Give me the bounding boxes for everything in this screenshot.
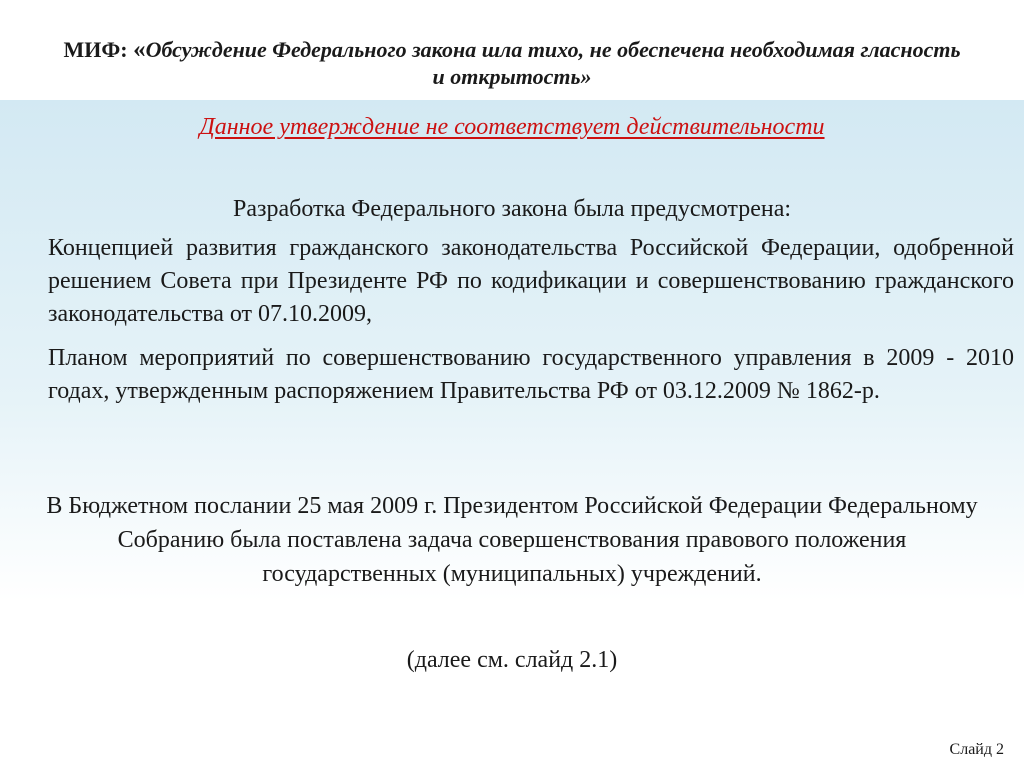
slide-number: Слайд 2 [949, 741, 1004, 758]
concept-paragraph: Концепцией развития гражданского законодательства Российской Федерации, одобренной решением Совета при Президенте РФ по кодификации и совершенствованию гражданского законодательства от 07.10.2009, [48, 235, 1014, 327]
next-slide-reference: (далее см. слайд 2.1) [406, 647, 618, 673]
myth-label: МИФ: [63, 37, 128, 62]
lead-text: Разработка Федерального закона была предусмотрена: [232, 196, 792, 222]
rebuttal-subtitle: Данное утверждение не соответствует действительности [199, 114, 825, 140]
budget-message-paragraph: В Бюджетном послании 25 мая 2009 г. Президентом Российской Федерации Федеральному Собранию была поставлена задача совершенствования правового положения государственных (муниципальных) учреждений. [46, 493, 978, 587]
myth-quote: Обсуждение Федерального закона шла тихо, не обеспечена необходимая гласность и открытость [145, 37, 961, 89]
plan-paragraph: Планом мероприятий по совершенствованию государственного управления в 2009 - 2010 годах, утвержденным распоряжением Правительства РФ от 03.12.2009 № 1862-р. [48, 345, 1014, 404]
quote-open: « [133, 36, 146, 63]
quote-close: » [580, 64, 592, 89]
slide-title [60, 36, 964, 90]
